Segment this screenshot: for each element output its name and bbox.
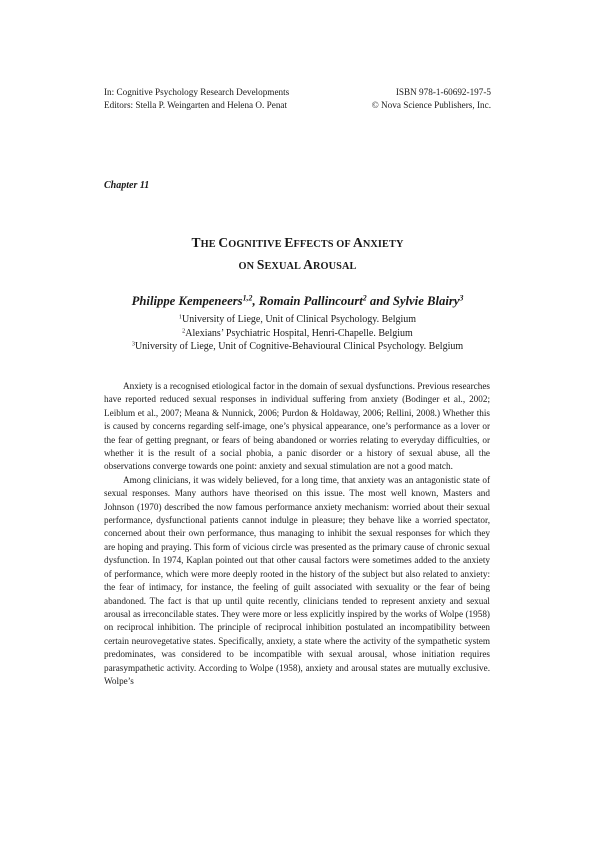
paragraph: Anxiety is a recognised etiological factor in the domain of sexual dysfunctions. Previous researches have reported reduced sexual responses in individual suffering from anxiety (Bodinger et al., 2002; Leiblum et al., 2007; Meana & Nunnick, 2006; Purdon & Holdaway, 2006; Rellini, 2008.) Whether this is caused by concerns regarding self-image, one’s physical appearance, one’s performance as a lover or the fear of getting pregnant, or fears of being abandoned or worries relating to everyday difficulties, or whether it is the result of a social phobia, a panic disorder or a history of sexual abuse, all the observations converge towards one point: anxiety and sexual stimulation are not a good match. <box>104 381 490 472</box>
title-word: AROUSAL <box>303 257 357 272</box>
author-separator: , <box>252 294 259 308</box>
editors-line: Editors: Stella P. Weingarten and Helena O. Penat <box>104 100 288 110</box>
isbn-line: ISBN 978-1-60692-197-5 <box>395 87 491 97</box>
author-affiliation-mark: 3 <box>459 293 464 303</box>
publisher-line: © Nova Science Publishers, Inc. <box>371 100 491 110</box>
affiliation: $^2$Alexians’ Psychiatric Hospital, Henri-Chapelle. Belgium <box>182 327 413 339</box>
title-line-1 <box>0 233 595 255</box>
author-affiliation-mark: 1,2 <box>242 293 253 303</box>
affiliation: $^3$University of Liege, Unit of Cognitive-Behavioural Clinical Psychology. Belgium <box>131 340 464 352</box>
chapter-title <box>0 233 595 277</box>
title-word: SEXUAL <box>256 257 304 272</box>
author-name: Philippe Kempeneers <box>131 294 243 308</box>
title-word: COGNITIVE <box>218 235 285 250</box>
title-line-2 <box>0 255 595 277</box>
title-word: EFFECTS OF <box>284 235 353 250</box>
author-name: Romain Pallincourt <box>258 294 363 308</box>
affiliation-list <box>0 313 595 354</box>
author-separator: and <box>366 294 393 308</box>
author-list <box>0 294 595 309</box>
running-header-left <box>104 86 289 112</box>
paragraph: Among clinicians, it was widely believed, for a long time, that anxiety was an antagonistic state of sexual responses. Many authors have theorised on this issue. The most well known, Masters and Johnson (1970) described the now famous performance anxiety mechanism: worried about their sexual performance, dysfunctional patients cannot indulge in pleasure; they behave like a worried spectator, concerned about their own performance, thus managing to inhibit the sexual responses for which they are hoping and praying. This form of vicious circle was presented as the primary cause of chronic sexual dysfunction. In 1974, Kaplan pointed out that other causal factors were sometimes added to the anxiety of performance, which were more deeply rooted in the history of the subject but also related to anxiety: the fear of intimacy, for instance, the feeling of guilt associated with sexuality or the fear of being abandoned. The fact is that up until quite recently, clinicians tended to represent anxiety and sexual arousal as irreconcilable states. They were more or less explicitly inspired by the works of Wolpe (1958) on reciprocal inhibition. The principle of reciprocal inhibition postulated an incompatibility between certain neurovegetative states. Specifically, anxiety, a state where the activity of the sympathetic system predominates, was considered to be incompatible with sexual arousal, whose initiation requires parasympathetic activity. According to Wolpe (1958), anxiety and arousal states are mutually exclusive. Wolpe’s <box>104 474 490 686</box>
chapter-label: Chapter 11 <box>104 180 150 191</box>
author-name: Sylvie Blairy <box>392 294 460 308</box>
running-header-right <box>372 86 491 112</box>
title-word: ON <box>238 261 257 272</box>
title-word: ANXIETY <box>353 235 404 250</box>
author-affiliation-mark: 2 <box>362 293 367 303</box>
source-line: In: Cognitive Psychology Research Developments <box>104 87 290 97</box>
title-word: THE <box>191 235 219 250</box>
body-text <box>104 380 490 688</box>
affiliation: $^1$University of Liege, Unit of Clinical Psychology. Belgium <box>178 313 417 325</box>
